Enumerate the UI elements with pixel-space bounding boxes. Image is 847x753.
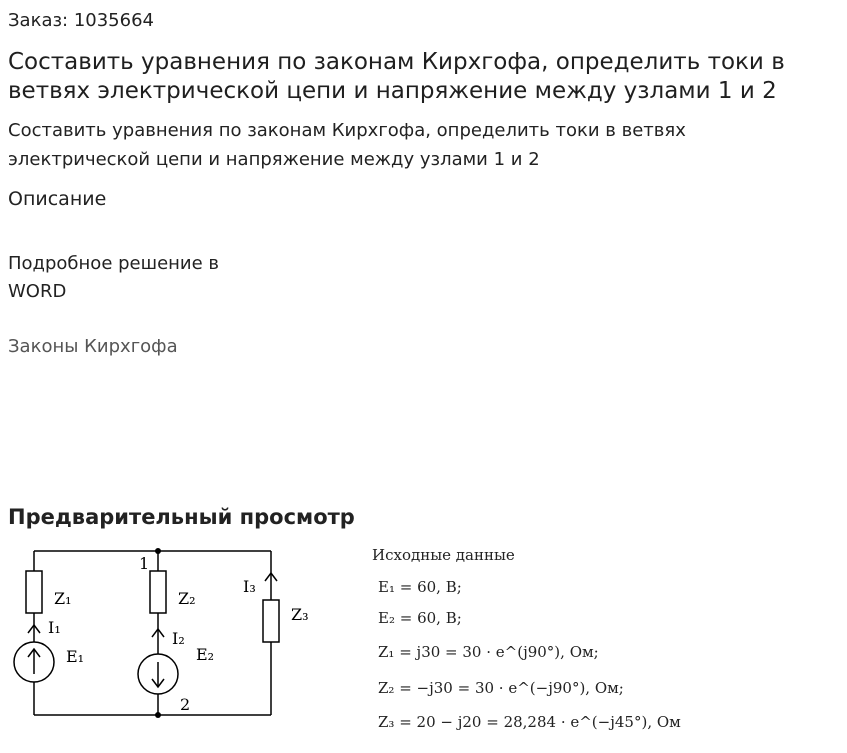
page-title [8, 48, 785, 106]
label-e1: E₁ [66, 647, 85, 666]
preview-heading: Предварительный просмотр [8, 505, 355, 529]
label-i2: I₂ [172, 629, 185, 648]
resistor-z2 [150, 571, 166, 613]
label-node-2: 2 [180, 695, 191, 714]
resistor-z3 [263, 600, 279, 642]
label-i3: I₃ [243, 577, 256, 596]
description-line: Составить уравнения по законам Кирхгофа, определить токи в ветвях [8, 120, 686, 141]
source-data-row: E₂ = 60, В; [378, 609, 462, 627]
label-z1: Z₁ [54, 589, 72, 608]
source-data-row: Z₁ = j30 = 30 · e^(j90°), Ом; [378, 643, 599, 661]
label-z2: Z₂ [178, 589, 196, 608]
label-node-1: 1 [139, 554, 150, 573]
node-2-dot [155, 712, 161, 718]
detail-line: Подробное решение в [8, 253, 220, 274]
description-line: электрической цепи и напряжение между узлами 1 и 2 [8, 149, 540, 170]
title-line: ветвях электрической цепи и напряжение между узлами 1 и 2 [8, 78, 777, 104]
detail-line: WORD [8, 281, 67, 302]
resistor-z1 [26, 571, 42, 613]
source-data-row: Z₃ = 20 − j20 = 28,284 · e^(−j45°), Ом [378, 713, 681, 731]
title-line: Составить уравнения по законам Кирхгофа, определить токи в [8, 49, 785, 75]
detail-text [8, 250, 219, 306]
label-z3: Z₃ [291, 605, 309, 624]
order-number: Заказ: 1035664 [8, 10, 154, 31]
source-data-row: Z₂ = −j30 = 30 · e^(−j90°), Ом; [378, 679, 624, 697]
tag-link[interactable]: Законы Кирхгофа [8, 336, 178, 357]
short-description [8, 116, 686, 174]
node-1-dot [155, 548, 161, 554]
label-i1: I₁ [48, 618, 61, 637]
label-e2: E₂ [196, 645, 215, 664]
source-data-heading: Исходные данные [372, 546, 515, 564]
source-data-row: E₁ = 60, В; [378, 578, 462, 596]
description-heading: Описание [8, 188, 107, 210]
